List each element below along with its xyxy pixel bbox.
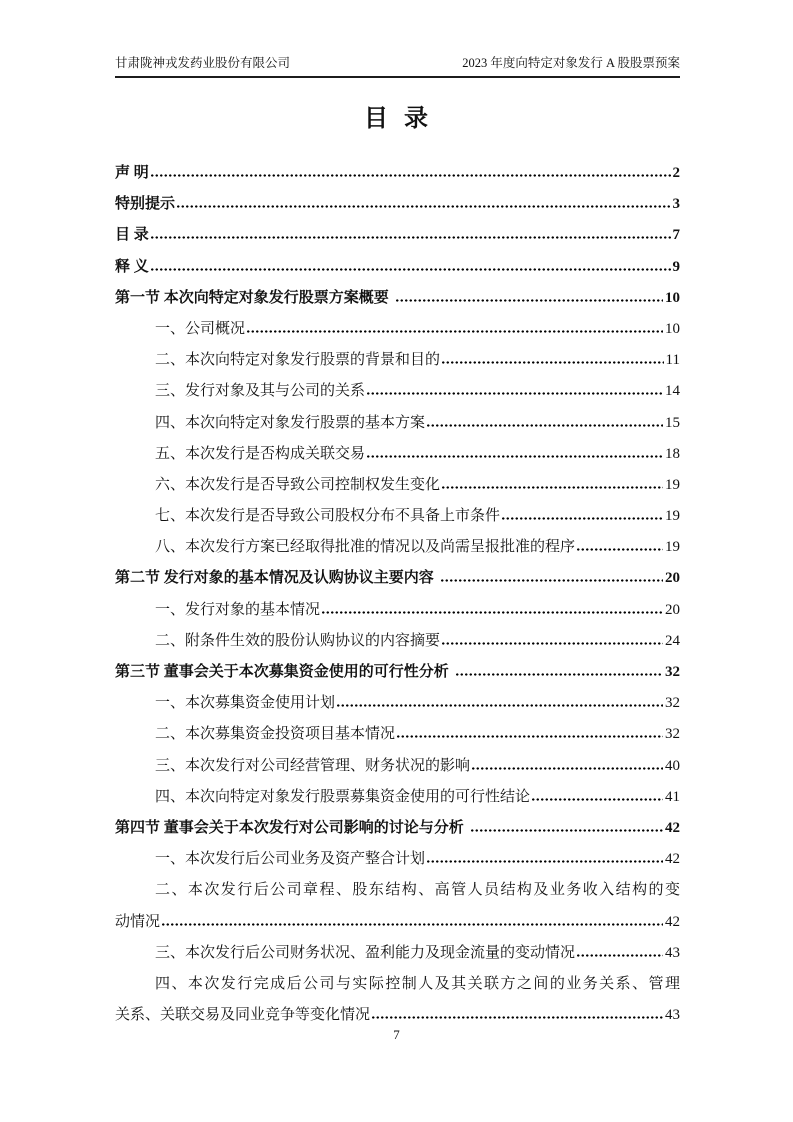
toc-entry-text: 一、本次发行后公司业务及资产整合计划 — [155, 851, 426, 868]
toc-entry-text: 释 义 — [115, 258, 149, 275]
toc-entry-text: 五、本次发行是否构成关联交易 — [155, 445, 366, 462]
toc-entry-text: 声 明 — [115, 165, 149, 181]
toc-entry[interactable] — [115, 283, 680, 314]
toc-entry-text: 三、本次发行对公司经营管理、财务状况的影响 — [155, 757, 471, 774]
toc-entry[interactable] — [115, 501, 680, 532]
toc-entry[interactable] — [115, 314, 680, 345]
dot-leader — [470, 829, 663, 832]
toc-entry-page: 10 — [665, 320, 680, 337]
toc-entry-page: 7 — [672, 227, 680, 244]
toc-entry-page: 19 — [665, 508, 680, 525]
dot-leader — [441, 361, 664, 364]
toc-entry-text: 第三节 董事会关于本次募集资金使用的可行性分析 — [115, 664, 449, 680]
toc-entry[interactable] — [115, 844, 680, 875]
toc-entry-text: 关系、关联交易及同业竞争等变化情况 — [115, 1007, 371, 1024]
toc-entry-page: 10 — [665, 289, 680, 306]
toc-entry-text: 二、本次募集资金投资项目基本情况 — [155, 726, 396, 743]
toc-entry-page: 19 — [665, 539, 680, 556]
toc-entry-page: 41 — [665, 788, 680, 805]
toc-entry-text: 三、发行对象及其与公司的关系 — [155, 383, 366, 400]
toc-entry[interactable] — [115, 439, 680, 470]
toc-entry[interactable] — [115, 969, 680, 1000]
dot-leader — [440, 579, 663, 582]
dot-leader — [576, 954, 663, 957]
toc-entry-page: 19 — [665, 476, 680, 493]
toc-entry-text: 六、本次发行是否导致公司控制权发生变化 — [155, 476, 441, 493]
toc-entry-text: 一、发行对象的基本情况 — [155, 601, 321, 618]
table-of-contents — [115, 158, 680, 1031]
toc-entry[interactable] — [115, 532, 680, 563]
toc-entry-text: 目 录 — [115, 227, 149, 244]
toc-entry[interactable] — [115, 719, 680, 750]
toc-entry[interactable] — [115, 220, 680, 251]
toc-entry[interactable] — [115, 189, 680, 220]
toc-entry-page: 32 — [665, 664, 680, 680]
toc-entry[interactable] — [115, 252, 680, 283]
toc-entry[interactable] — [115, 688, 680, 719]
dot-leader — [531, 798, 663, 801]
dot-leader — [150, 268, 671, 271]
toc-entry[interactable] — [115, 782, 680, 813]
dot-leader — [576, 548, 663, 551]
toc-entry-text: 四、本次向特定对象发行股票的基本方案 — [155, 414, 426, 431]
toc-entry-page: 3 — [672, 196, 680, 213]
dot-leader — [150, 174, 671, 177]
header-company-name: 甘肃陇神戎发药业股份有限公司 — [115, 56, 291, 70]
dot-leader — [395, 299, 663, 302]
toc-entry[interactable] — [115, 470, 680, 501]
toc-entry[interactable] — [115, 813, 680, 844]
toc-entry-page: 14 — [665, 383, 680, 400]
toc-entry[interactable] — [115, 751, 680, 782]
dot-leader — [455, 673, 663, 676]
toc-entry-page: 20 — [665, 570, 680, 587]
toc-entry-page: 2 — [672, 165, 680, 181]
dot-leader — [366, 392, 663, 395]
dot-leader — [246, 330, 663, 333]
dot-leader — [161, 923, 663, 926]
toc-entry[interactable] — [115, 626, 680, 657]
toc-entry-page: 40 — [665, 757, 680, 774]
toc-entry-page: 15 — [665, 414, 680, 431]
toc-entry-page: 42 — [665, 819, 680, 836]
toc-entry[interactable] — [115, 875, 680, 906]
toc-entry-page: 43 — [665, 1007, 680, 1024]
dot-leader — [441, 642, 663, 645]
dot-leader — [426, 424, 663, 427]
toc-entry-page: 11 — [665, 352, 680, 369]
toc-entry-page: 43 — [665, 944, 680, 961]
page-header — [115, 53, 680, 78]
toc-entry-page: 42 — [665, 913, 680, 930]
toc-entry[interactable] — [115, 907, 680, 938]
toc-entry-page: 9 — [672, 258, 680, 275]
page-title: 目 录 — [364, 106, 429, 132]
toc-entry[interactable] — [115, 158, 680, 189]
toc-entry[interactable] — [115, 345, 680, 376]
toc-entry[interactable] — [115, 595, 680, 626]
toc-entry-text: 动情况 — [115, 913, 161, 930]
toc-entry-text: 八、本次发行方案已经取得批准的情况以及尚需呈报批准的程序 — [155, 539, 576, 556]
toc-entry-text: 特别提示 — [115, 196, 176, 213]
toc-entry-page: 32 — [665, 726, 680, 743]
toc-entry-text: 四、本次向特定对象发行股票募集资金使用的可行性结论 — [155, 788, 531, 805]
toc-entry[interactable] — [115, 376, 680, 407]
dot-leader — [396, 735, 663, 738]
toc-entry-text: 三、本次发行后公司财务状况、盈利能力及现金流量的变动情况 — [155, 944, 576, 961]
toc-entry-page: 20 — [665, 601, 680, 618]
toc-entry-page: 32 — [665, 695, 680, 712]
toc-entry-text: 一、本次募集资金使用计划 — [155, 695, 336, 712]
toc-entry-page: 42 — [665, 851, 680, 868]
toc-entry[interactable] — [115, 938, 680, 969]
dot-leader — [371, 1016, 663, 1019]
toc-entry-text: 第二节 发行对象的基本情况及认购协议主要内容 — [115, 570, 434, 587]
dot-leader — [321, 611, 663, 614]
dot-leader — [441, 486, 663, 489]
toc-entry-text: 第一节 本次向特定对象发行股票方案概要 — [115, 289, 389, 306]
toc-entry-text: 七、本次发行是否导致公司股权分布不具备上市条件 — [155, 508, 501, 525]
dot-leader — [150, 236, 671, 239]
toc-entry[interactable] — [115, 408, 680, 439]
dot-leader — [336, 704, 663, 707]
toc-entry-text: 第四节 董事会关于本次发行对公司影响的讨论与分析 — [115, 819, 464, 836]
header-doc-type: 2023 年度向特定对象发行 A 股股票预案 — [462, 56, 680, 70]
dot-leader — [426, 860, 663, 863]
dot-leader — [366, 455, 663, 458]
dot-leader — [471, 767, 663, 770]
toc-entry-page: 24 — [665, 632, 680, 649]
toc-entry-text: 一、公司概况 — [155, 320, 246, 337]
toc-entry[interactable] — [115, 563, 680, 594]
dot-leader — [176, 205, 670, 208]
toc-entry-text: 二、本次发行后公司章程、股东结构、高管人员结构及业务收入结构的变 — [155, 882, 680, 899]
toc-entry-text: 二、附条件生效的股份认购协议的内容摘要 — [155, 632, 441, 649]
footer-page-number: 7 — [393, 1027, 400, 1042]
toc-entry[interactable] — [115, 657, 680, 688]
toc-entry-text: 四、本次发行完成后公司与实际控制人及其关联方之间的业务关系、管理 — [155, 975, 680, 992]
toc-entry-text: 二、本次向特定对象发行股票的背景和目的 — [155, 352, 441, 369]
dot-leader — [501, 517, 663, 520]
toc-entry-page: 18 — [665, 445, 680, 462]
